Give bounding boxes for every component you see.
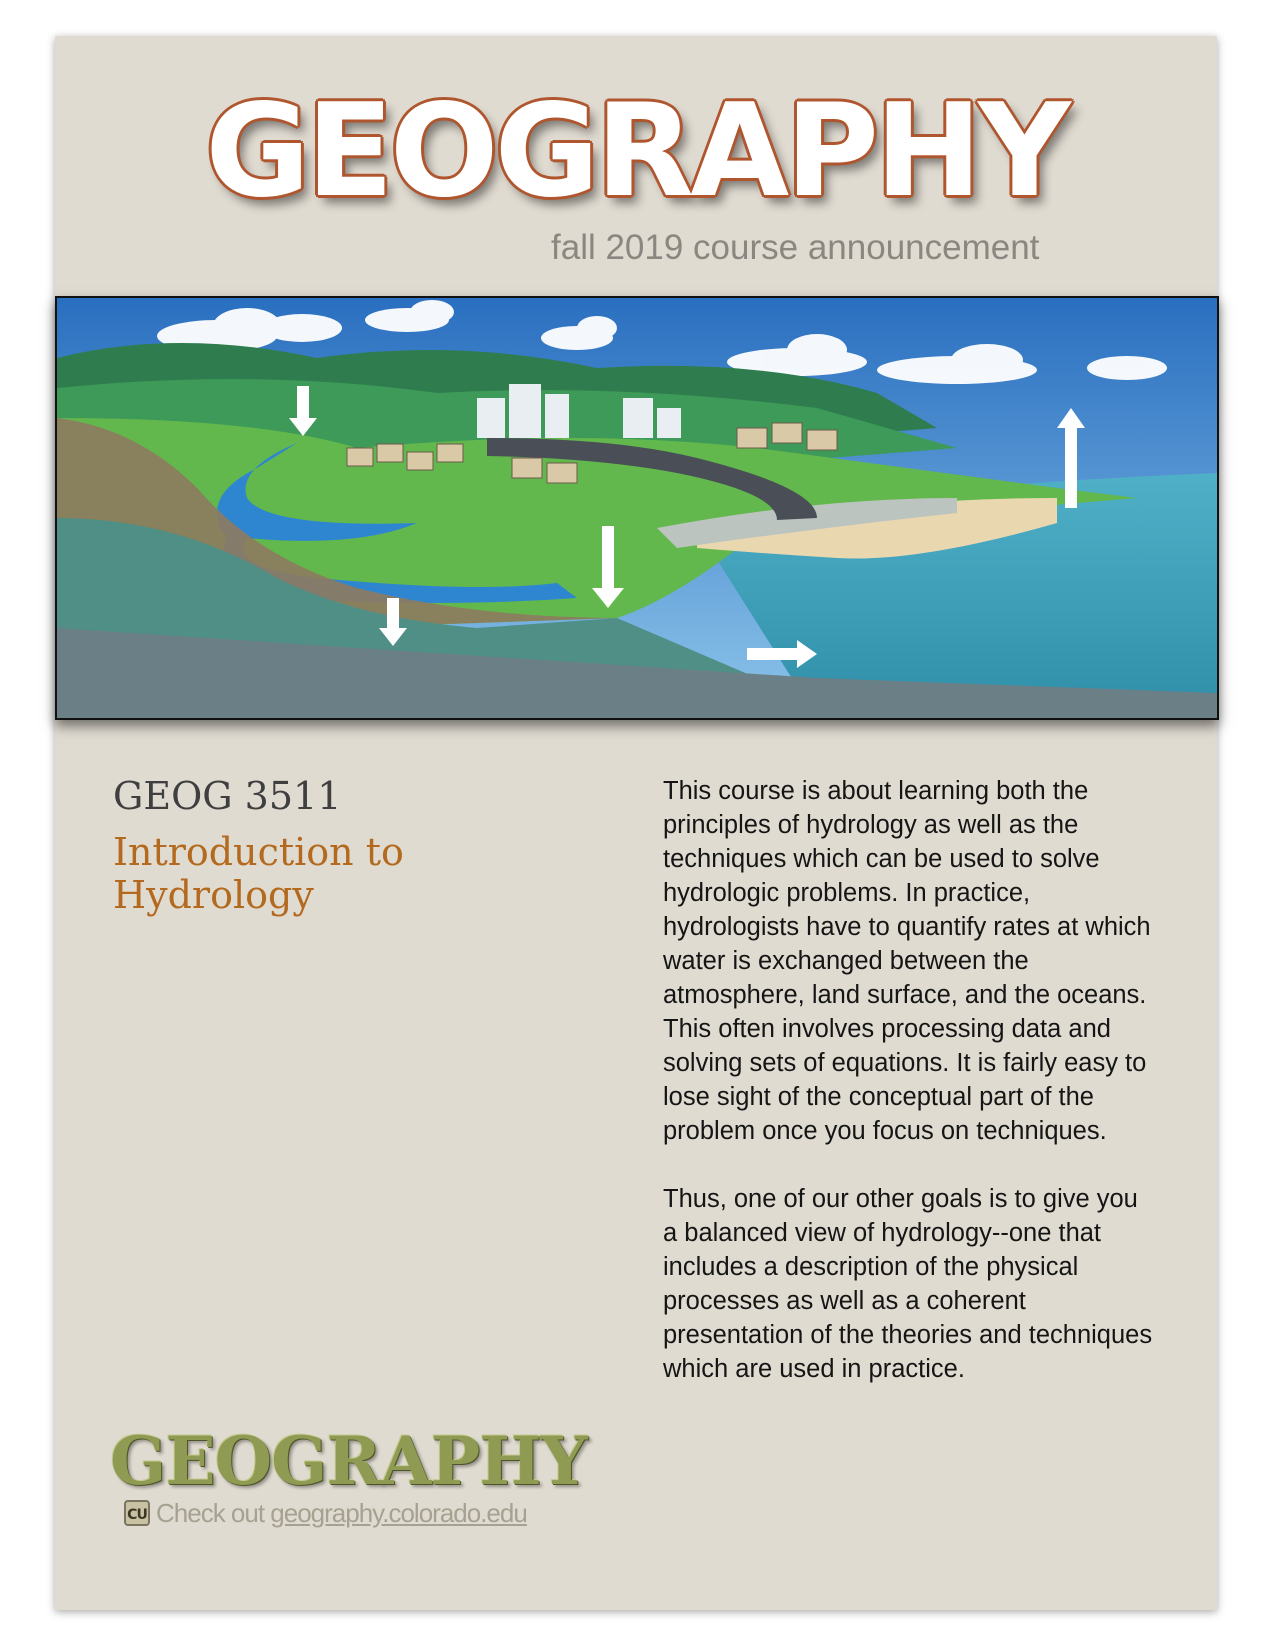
course-code: GEOG 3511 <box>113 774 342 818</box>
description-paragraph: Thus, one of our other goals is to give you a balanced view of hydrology--one that includes a description of the physical processes as well as a coherent presentation of the theories and techniques which are used in practice. <box>663 1185 1153 1383</box>
website-link[interactable]: geography.colorado.edu <box>270 1498 527 1528</box>
course-description <box>663 774 1158 1420</box>
announcement-page <box>55 36 1217 1610</box>
hydrology-illustration <box>55 296 1219 720</box>
geography-footer-logo <box>110 1422 610 1538</box>
svg-text:CU: CU <box>127 1507 147 1523</box>
announcement-subtitle: fall 2019 course announcement <box>551 228 1040 267</box>
website-prefix: Check out <box>156 1498 271 1528</box>
cu-logo-icon <box>124 1500 150 1526</box>
course-title: Introduction to Hydrology <box>113 830 404 917</box>
description-paragraph: This course is about learning both the principles of hydrology as well as the techniques which can be used to solve hydrologic problems. In practice, hydrologists have to quantify rates at which water is exchanged between the atmosphere, land surface, and the oceans. This often involves processing data and solving sets of equations. It is fairly easy to lose sight of the conceptual part of the problem once you focus on techniques. <box>663 777 1151 1145</box>
logo-wordmark: GEOGRAPHY <box>110 1422 587 1500</box>
masthead-title: GEOGRAPHY <box>205 77 1067 226</box>
website-line <box>124 1498 527 1529</box>
hydrologic-cycle-landscape-icon <box>57 298 1217 718</box>
